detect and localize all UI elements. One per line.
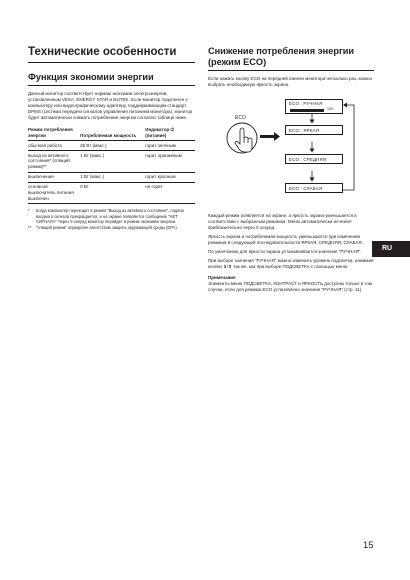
power-saving-intro: Данный монитор соответствует нормам экономии электроэнергии, установленным VESA, ENERGY STAR и NUTEK. Если монитор подключен к компьютеру или видеографическому адаптеру, поддерживающим стандарт DPMS (система передачи сигналов управления питанием монитора), монитор будет автоматически снижать потребление энергии согласно таблице ниже. <box>28 91 193 120</box>
footnote-text: "спящий режим" определен агентством защиты окружающей среды (EPA). <box>36 224 178 230</box>
cell-consumption: 25 Вт (макс.) <box>78 141 143 151</box>
eco-paragraph: Яркость экрана и потребляемая мощность уменьшаются при изменении режимов в следующей последовательности ЯРКАЯ, СРЕДНЯЯ, СЛАБАЯ. <box>208 233 363 245</box>
header-mode: Режим потребления энергии <box>28 127 78 141</box>
mode-label: ECO : РУЧНАЯ <box>289 100 323 106</box>
loop-back-line <box>343 105 354 190</box>
arrow-down-icon <box>310 177 315 181</box>
power-saving-heading: Функция экономии энергии <box>28 72 195 86</box>
header-indicator: Индикатор ⏻ (питание) <box>143 127 195 141</box>
mode-box-medium <box>285 154 343 164</box>
cell-consumption: 1 Вт (макс.) <box>78 151 143 172</box>
footnote-mark: * <box>28 208 30 214</box>
cell-consumption: 0 Вт <box>78 182 143 203</box>
eco-mode-diagram <box>208 95 374 210</box>
eco-mode-heading: Снижение потребления энергии (режим ECO) <box>208 46 374 71</box>
footnote <box>28 208 195 224</box>
table-footnotes <box>28 208 195 230</box>
note-text: Элементы меню ПОДСВЕТКА, КОНТРАСТ и ЯРКОСТЬ доступны только в том случае, если для режима ECO установлено значение "РУЧНАЯ" (стр. 11). <box>208 281 372 293</box>
page-title: Технические особенности <box>28 46 195 63</box>
cell-mode: основной выключатель питания выключен <box>28 182 78 203</box>
arrow-right-icon <box>260 132 280 141</box>
mode-box-high <box>285 125 343 135</box>
table-row <box>28 182 195 203</box>
cell-mode: выход из активного состояния* (спящий режим)** <box>28 151 78 172</box>
eco-mode-intro: Если нажать кнопку ECO на передней панели монитора несколько раз, можно выбрать необходимую яркость экрана. <box>208 76 373 87</box>
eco-paragraph: По умолчанию для яркости экрана устанавливается значение "РУЧНАЯ". <box>208 248 362 254</box>
arrow-down-icon <box>310 148 315 152</box>
header-consumption: Потребляемая мощность <box>78 127 143 141</box>
arrow-down-icon <box>310 119 315 123</box>
page-number: 15 <box>363 540 374 551</box>
eco-paragraph: Каждый режим появляется на экране, а яркость экрана уменьшается в соответствии с выбранным режимом. Меню автоматически исчезнет приблизительно через 5 секунд. <box>208 212 357 230</box>
note-heading: Примечание <box>208 275 236 281</box>
cell-indicator: горит зеленым <box>143 141 195 151</box>
left-column <box>28 46 195 230</box>
right-column <box>208 46 374 293</box>
cell-indicator: не горит <box>143 182 195 203</box>
mode-label: ECO : СЛАБАЯ <box>289 185 323 191</box>
brightness-level-value: 100 <box>327 107 334 112</box>
brightness-level-bar <box>290 109 324 112</box>
table-header-row <box>28 127 195 141</box>
language-tab: RU <box>372 241 410 257</box>
arrow-left-icon <box>343 102 347 107</box>
mode-label: ECO : СРЕДНЯЯ <box>289 156 327 162</box>
cell-mode: обычная работа <box>28 141 78 151</box>
eco-button-label: ECO <box>235 114 246 121</box>
table-row <box>28 172 195 182</box>
table-row <box>28 151 195 172</box>
table-row <box>28 141 195 151</box>
power-mode-table <box>28 127 195 204</box>
footnote-mark: ** <box>28 224 32 230</box>
mode-label: ECO : ЯРКАЯ <box>289 127 320 133</box>
cell-indicator: горит оранжевым <box>143 151 195 172</box>
mode-box-manual <box>285 99 343 114</box>
eco-paragraph: При выборе значения "РУЧНАЯ" можно изменить уровень подсветки, нажимая кнопки ⬇/⬆ так же, как при выборе ПОДСВЕТКА с помощью меню. <box>208 257 374 269</box>
cell-consumption: 1 Вт (макс.) <box>78 172 143 182</box>
cell-indicator: горит красным <box>143 172 195 182</box>
cell-mode: выключение <box>28 172 78 182</box>
footnote-text: Когда компьютер переходит в режим "Выход из активного состояния", подача входного сигнала прекращается, и на экране появляется сообщение "НЕТ СИГНАЛА" Через 5 секунд монитор перейдет в режим экономии энергии. <box>36 208 184 224</box>
footnote <box>28 225 195 230</box>
mode-box-low <box>285 183 343 193</box>
